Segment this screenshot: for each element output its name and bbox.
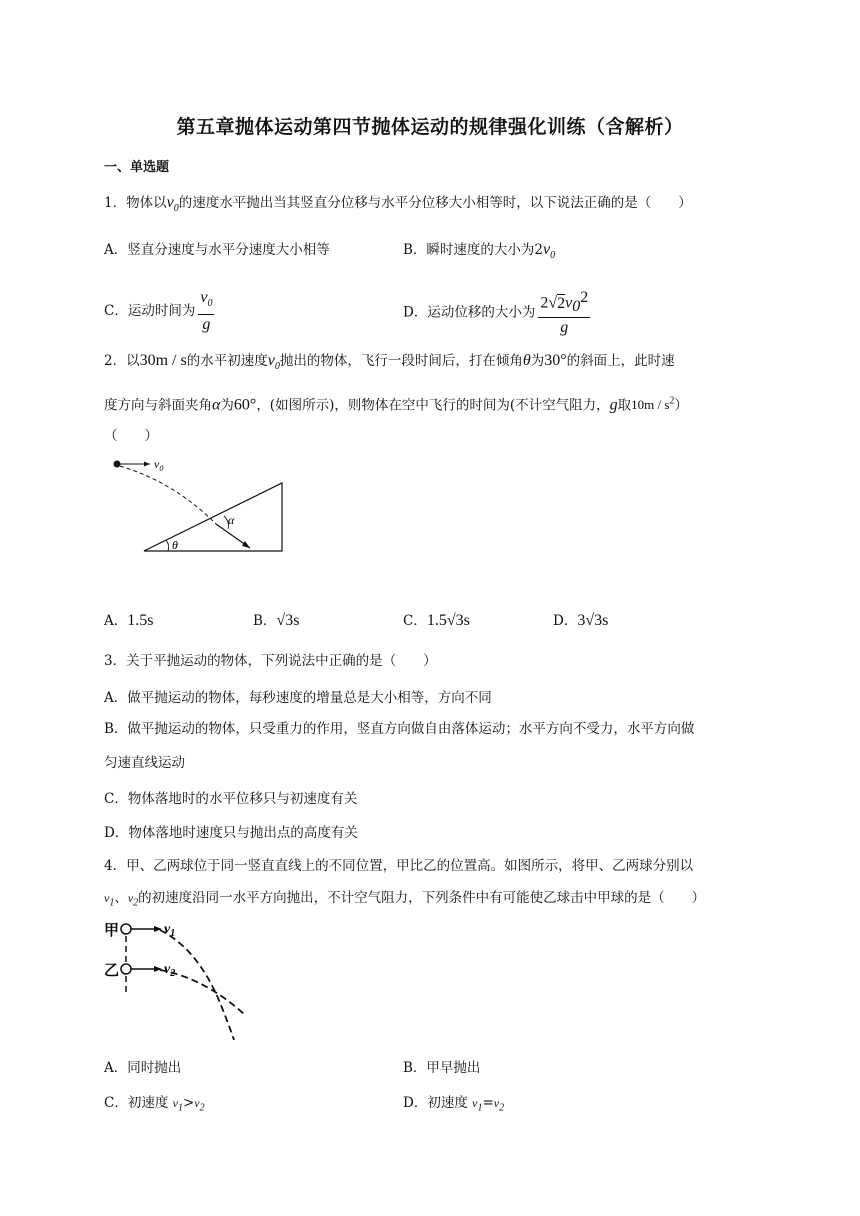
q1-option-d-text: D．运动位移的大小为 [403, 304, 536, 321]
q1-option-a: A．竖直分速度与水平分速度大小相等 [104, 242, 330, 258]
q3-option-c: C．物体落地时的水平位移只与初速度有关 [104, 791, 358, 807]
q2-text-d: 为 [530, 353, 545, 369]
q1-v0 [166, 194, 179, 215]
q2-angle-30: 30° [544, 352, 567, 369]
q1-option-c-num: v [200, 289, 208, 306]
q4-trajectory-jia [160, 930, 234, 1040]
q4-ball-yi [121, 964, 131, 974]
q4-v1-symbol: v [104, 891, 110, 905]
q1-option-c-fraction [198, 288, 214, 335]
q2-text-b: 的水平初速度 [186, 353, 268, 369]
q1-option-b-sub: 0 [550, 250, 556, 262]
q1-option-d-den: g [560, 319, 569, 337]
q1-option-d-fraction: $\frac{2√2v_0^2}{g}$ [540, 289, 589, 337]
q2-text-h: ，(如图所示)，则物体在空中飞行的时间为(不计空气阻力， [256, 397, 610, 414]
q1-option-d [403, 288, 593, 338]
q2-incline-figure [104, 452, 294, 562]
q2-theta-label: θ [172, 538, 178, 552]
q3-option-a: A．做平抛运动的物体，每秒速度的增量总是大小相等，方向不同 [104, 690, 492, 706]
q2-stem-line1 [104, 351, 675, 377]
q2-v0: $v_0$ [267, 352, 280, 373]
q2-option-b-value: 3s [285, 612, 300, 629]
q2-g-value: $10m / s^2$ [631, 396, 675, 413]
q2-velocity-arrowhead [144, 462, 150, 467]
q2-ball [114, 461, 121, 468]
q4-separator: 、 [114, 890, 128, 906]
q1-option-c-den: g [202, 316, 211, 334]
q4-v2-label: $v_2$ [164, 962, 176, 979]
q4-option-c-relation: > [182, 1095, 195, 1111]
q2-option-d: D．3√3s [553, 612, 609, 629]
q2-v0-label: $v_0$ [154, 457, 164, 473]
q2-option-c-coef: 1.5 [426, 612, 447, 629]
q1-option-d-radicand: 2 [557, 294, 566, 312]
q4-option-c: C．初速度 $v_1>v_2$ [104, 1095, 205, 1114]
q4-option-b: B．甲早抛出 [403, 1060, 481, 1076]
q4-stem-line1: 4．甲、乙两球位于同一竖直直线上的不同位置，甲比乙的位置高。如图所示，将甲、乙两球分别以 [104, 858, 694, 874]
section-heading: 一、单选题 [104, 160, 170, 175]
q1-option-b [403, 240, 555, 266]
q2-stem-line3: （ ） [104, 428, 158, 444]
q4-v2: $v_2$ [127, 891, 139, 909]
q2-stem-line2: 度方向与斜面夹角α为60°，(如图所示)，则物体在空中飞行的时间为(不计空气阻力，g取$10m / s^2$） [104, 396, 688, 414]
q2-text-c: 抛出的物体，飞行一段时间后，打在倾角 [279, 353, 523, 369]
q4-v1: $v_1$ [104, 891, 115, 909]
q2-option-b-label: B． [253, 613, 277, 629]
q2-g-value-text: 10m / s [631, 397, 670, 413]
q2-option-c-value: 3s [455, 612, 470, 629]
q2-angle-60: 60° [233, 396, 257, 414]
q2-option-d-coef: 3 [577, 612, 586, 629]
q2-incline [144, 483, 282, 551]
q4-two-balls-figure [104, 918, 254, 1042]
page-title: 第五章抛体运动第四节抛体运动的规律强化训练（含解析） [176, 116, 684, 138]
q2-trajectory [120, 466, 216, 524]
q4-v1-label: $v_1$ [164, 922, 176, 939]
q1-option-d-sub: 0 [572, 298, 581, 316]
q2-text-g: 为 [220, 397, 234, 414]
q2-text-e: 的斜面上，此时速 [566, 353, 675, 369]
q1-stem-pre: 1．物体以 [104, 195, 167, 211]
q4-option-d-relation: = [482, 1095, 494, 1111]
q2-option-a-value: 1.5s [127, 612, 154, 629]
q1-option-b-v: v [543, 241, 551, 258]
q4-yi-label: 乙 [104, 961, 120, 979]
q4-option-d-text: D．初速度 [403, 1095, 468, 1111]
q3-option-d: D．物体落地时速度只与抛出点的高度有关 [104, 825, 358, 841]
q2-option-a [104, 611, 153, 631]
q2-alpha: α [212, 396, 221, 414]
q2-text-i: 取 [617, 397, 632, 414]
q2-text-f: 度方向与斜面夹角 [104, 397, 212, 414]
q4-ball-jia [121, 924, 131, 934]
q1-option-c-num-sub: 0 [207, 298, 213, 310]
q1-stem-post: 的速度水平抛出当其竖直分位移与水平分位移大小相等时，以下说法正确的是（ ） [178, 195, 692, 211]
q4-option-c-text: C．初速度 [104, 1095, 169, 1111]
q1-option-b-v0 [543, 241, 556, 262]
q2-alpha-label: α [228, 513, 235, 527]
q3-stem: 3．关于平抛运动的物体，下列说法中正确的是（ ） [104, 653, 437, 669]
q2-speed: 30m / s [139, 352, 187, 369]
q2-option-d-label: D． [553, 613, 578, 629]
q4-option-d: D．初速度 $v_1=v_2$ [403, 1095, 505, 1114]
q4-stem-line2 [104, 888, 705, 913]
q2-theta: θ [522, 352, 531, 369]
q2-option-b: B．√3s [253, 612, 300, 629]
q4-jia-label: 甲 [104, 921, 120, 939]
q2-option-d-value: 3s [594, 612, 609, 629]
q1-v-sub: 0 [173, 203, 179, 215]
q1-option-b-text: B．瞬时速度的大小为2 [403, 242, 544, 258]
q1-option-d-coef: 2 [540, 294, 549, 312]
q2-theta-arc [166, 540, 169, 551]
q2-text-a: 2．以 [104, 353, 140, 369]
q2-g: g [609, 396, 618, 414]
q1-stem [104, 193, 692, 219]
q2-impact-arrowhead [242, 541, 250, 548]
q2-option-a-label: A． [104, 613, 128, 629]
q4-stem-post: 的初速度沿同一水平方向抛出，不计空气阻力，下列条件中有可能使乙球击中甲球的是（ ） [138, 890, 706, 906]
q1-option-c-text: C．运动时间为 [104, 303, 196, 320]
q2-option-c-label: C． [403, 613, 427, 629]
q4-option-a: A．同时抛出 [104, 1060, 182, 1076]
q1-v-symbol: v [166, 194, 174, 211]
q3-option-b-line2: 匀速直线运动 [104, 755, 185, 771]
q4-v2-arrowhead [154, 966, 162, 972]
q3-option-b-line1: B．做平抛运动的物体，只受重力的作用，竖直方向做自由落体运动；水平方向不受力，水平方向做 [104, 721, 695, 737]
q1-option-c [104, 288, 217, 335]
q2-option-c: C．1.5√3s [403, 612, 470, 629]
